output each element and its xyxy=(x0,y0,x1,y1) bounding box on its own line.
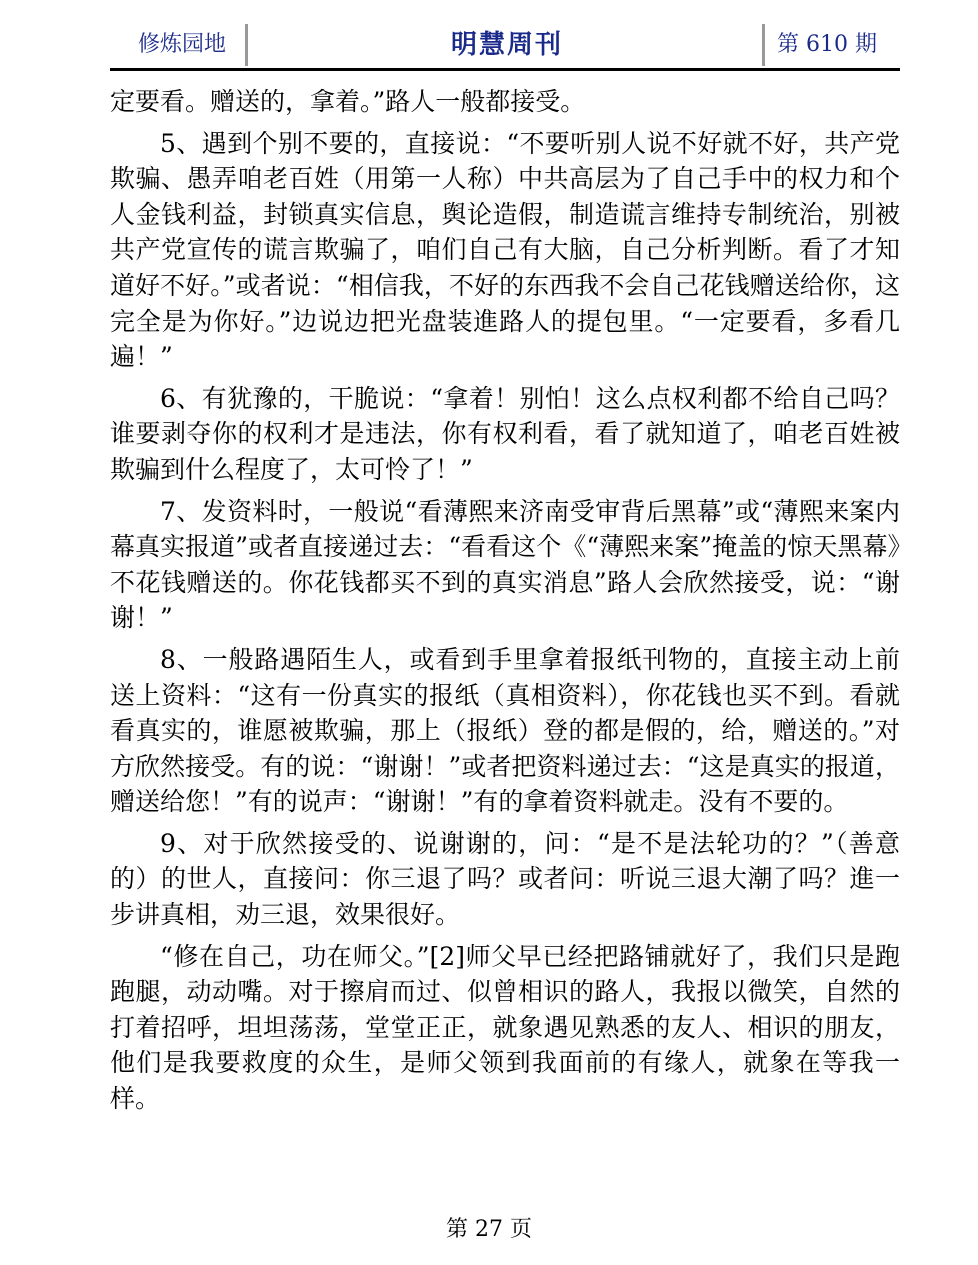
page-number: 第 27 页 xyxy=(446,1217,532,1242)
paragraph-item-8: 8、一般路遇陌生人，或看到手里拿着报纸刊物的，直接主动上前送上资料：“这有一份真实的报纸（真相资料），你花钱也买不到。看就看真实的，谁愿被欺骗，那上（报纸）登的都是假的，给，赠送的。”对方欣然接受。有的说：“谢谢！”或者把资料递过去：“这是真实的报道，赠送给您！”有的说声：“谢谢！”有的拿着资料就走。没有不要的。 xyxy=(110,644,900,817)
issue-number: 第 610 期 xyxy=(762,24,900,66)
paragraph-closing: “修在自己，功在师父。”[2]师父早已经把路铺就好了，我们只是跑跑腿，动动嘴。对于擦肩而过、似曾相识的路人，我报以微笑，自然的打着招呼，坦坦荡荡，堂堂正正，就象遇见熟悉的友人、相识的朋友，他们是我要救度的众生，是师父领到我面前的有缘人，就象在等我一样。 xyxy=(110,941,900,1114)
paragraph-item-9: 9、对于欣然接受的、说谢谢的，问：“是不是法轮功的？”（善意的）的世人，直接问：你三退了吗？或者问：听说三退大潮了吗？進一步讲真相，劝三退，效果很好。 xyxy=(110,828,900,930)
paragraph-item-7: 7、发资料时，一般说“看薄熙来济南受审背后黑幕”或“薄熙来案内幕真实报道”或者直接递过去：“看看这个《“薄熙来案”掩盖的惊天黑幕》不花钱赠送的。你花钱都买不到的真实消息”路人会欣然接受，说：“谢谢！” xyxy=(110,496,900,633)
page-header xyxy=(110,24,900,71)
paragraph-continuation: 定要看。赠送的，拿着。”路人一般都接受。 xyxy=(110,87,586,116)
paragraph-item-5: 5、遇到个别不要的，直接说：“不要听别人说不好就不好，共产党欺骗、愚弄咱老百姓（用第一人称）中共高层为了自己手中的权力和个人金钱利益，封锁真实信息，舆论造假，制造谎言维持专制统治，别被共产党宣传的谎言欺骗了，咱们自己有大脑，自己分析判断。看了才知道好不好。”或者说：“相信我，不好的东西我不会自己花钱赠送给你，这完全是为你好。”边说边把光盘装進路人的提包里。“一定要看，多看几遍！” xyxy=(110,128,900,372)
section-title: 修炼园地 xyxy=(110,24,248,66)
publication-title: 明慧周刊 xyxy=(450,30,563,60)
article-body xyxy=(110,84,900,1123)
paragraph-item-6: 6、有犹豫的，干脆说：“拿着！别怕！这么点权利都不给自己吗？谁要剥夺你的权利才是违法，你有权利看，看了就知道了，咱老百姓被欺骗到什么程度了，太可怜了！” xyxy=(110,383,900,484)
